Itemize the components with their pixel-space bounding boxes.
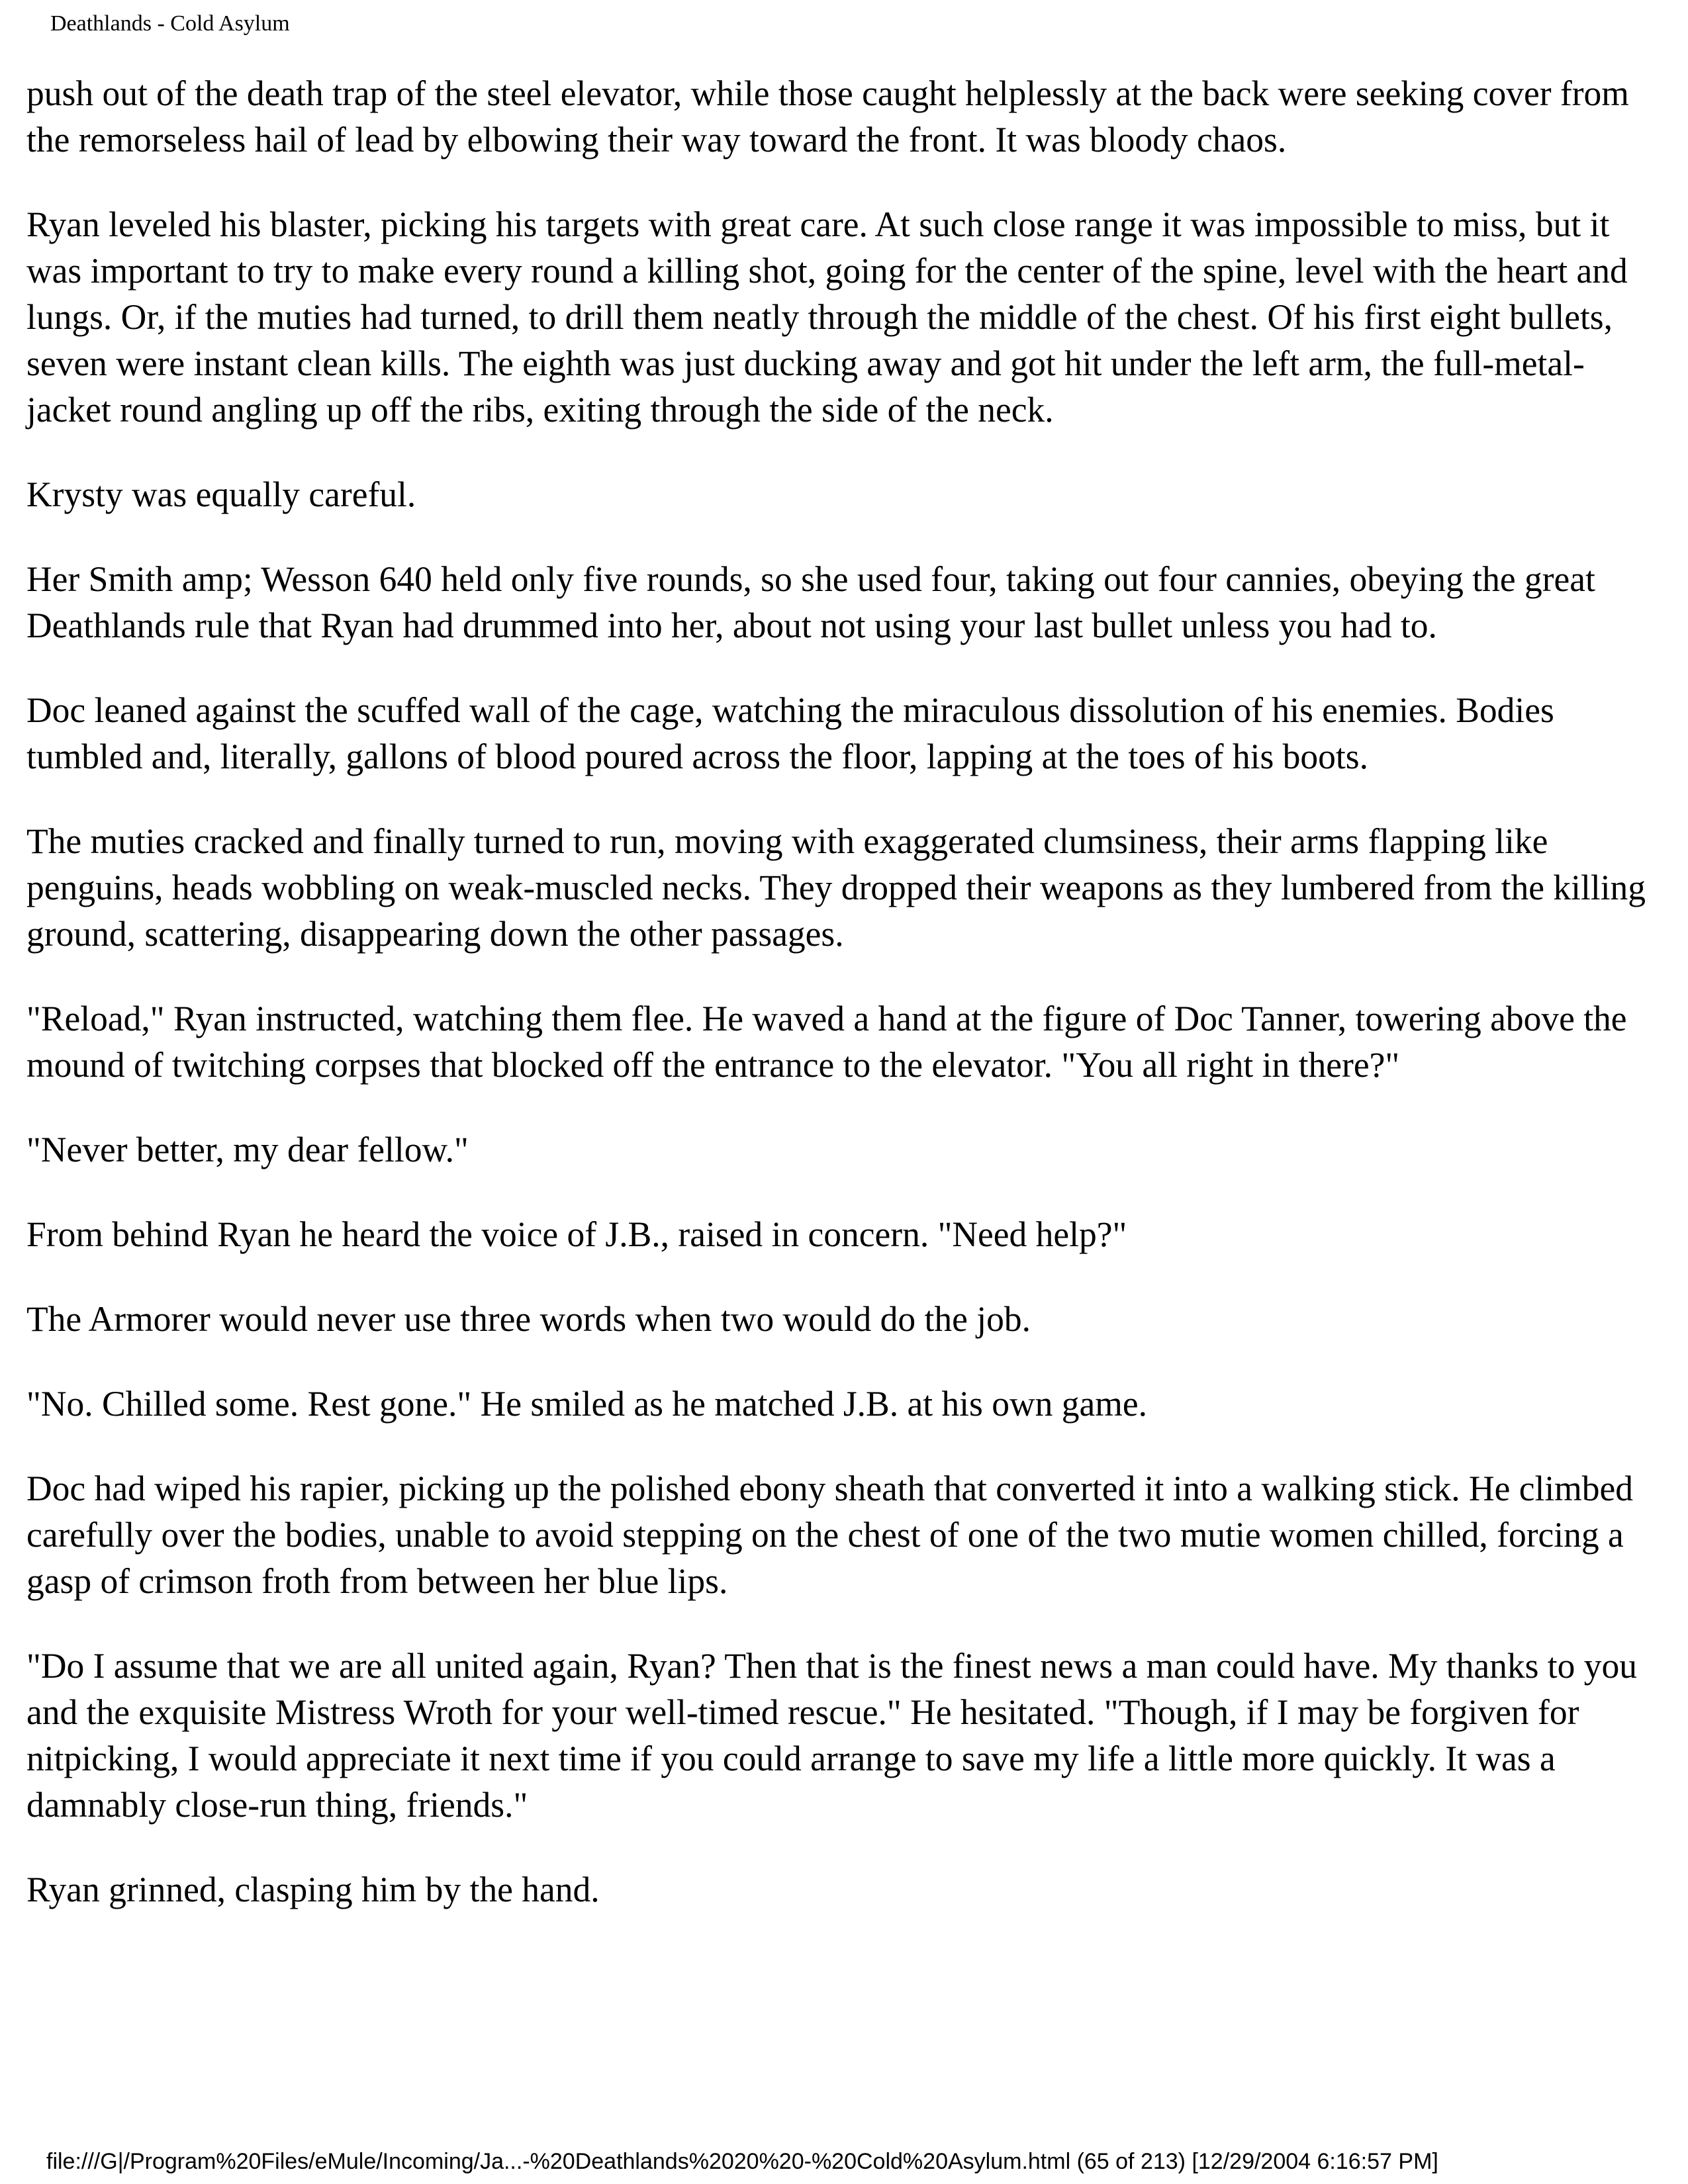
paragraph: Doc leaned against the scuffed wall of the cage, watching the miraculous dissolution of his enemies. Bodies tumbled and, literally, gallons of blood poured across the floor, lapping at the toes of his boots.: [26, 690, 1554, 776]
paragraph: "Reload," Ryan instructed, watching them flee. He waved a hand at the figure of Doc Tanner, towering above the mound of twitching corpses that blocked off the entrance to the elevator. "You all right in there?": [26, 999, 1627, 1085]
paragraph: push out of the death trap of the steel elevator, while those caught helplessly at the back were seeking cover from the remorseless hail of lead by elbowing their way toward the front. It was bloody chaos.: [26, 73, 1629, 159]
page-header-title: Deathlands - Cold Asylum: [50, 11, 290, 36]
paragraph: "Do I assume that we are all united again, Ryan? Then that is the finest news a man could have. My thanks to you and the exquisite Mistress Wroth for your well-timed rescue." He hesitated. "Though, if I may be forgiven for nitpicking, I would appreciate it next time if you could arrange to save my life a little more quickly. It was a damnably close-run thing, friends.": [26, 1646, 1638, 1825]
paragraph: Ryan leveled his blaster, picking his targets with great care. At such close range it was impossible to miss, but it was important to try to make every round a killing shot, going for the center of the spine, level with the heart and lungs. Or, if the muties had turned, to drill them neatly through the middle of the chest. Of his first eight bullets, seven were instant clean kills. The eighth was just ducking away and got hit under the left arm, the full-metal-jacket round angling up off the ribs, exiting through the side of the neck.: [26, 205, 1628, 430]
page-footer-url: file:///G|/Program%20Files/eMule/Incoming/Ja...-%20Deathlands%2020%20-%20Cold%20Asylum.html (65 of 213) [12/29/2004 6:16:57 PM]: [46, 2149, 1438, 2174]
document-body: [26, 70, 1668, 1951]
paragraph: Krysty was equally careful.: [26, 475, 416, 514]
paragraph: From behind Ryan he heard the voice of J.B., raised in concern. "Need help?": [26, 1214, 1127, 1254]
paragraph: Ryan grinned, clasping him by the hand.: [26, 1870, 600, 1909]
paragraph: Doc had wiped his rapier, picking up the polished ebony sheath that converted it into a walking stick. He climbed carefully over the bodies, unable to avoid stepping on the chest of one of the two mutie women chilled, forcing a gasp of crimson froth from between her blue lips.: [26, 1469, 1634, 1601]
paragraph: "Never better, my dear fellow.": [26, 1130, 469, 1169]
paragraph: The muties cracked and finally turned to run, moving with exaggerated clumsiness, their arms flapping like penguins, heads wobbling on weak-muscled necks. They dropped their weapons as they lumbered from the killing ground, scattering, disappearing down the other passages.: [26, 821, 1646, 954]
paragraph: The Armorer would never use three words when two would do the job.: [26, 1299, 1031, 1339]
paragraph: Her Smith amp; Wesson 640 held only five rounds, so she used four, taking out four cannies, obeying the great Deathlands rule that Ryan had drummed into her, about not using your last bullet unless you had to.: [26, 559, 1595, 645]
paragraph: "No. Chilled some. Rest gone." He smiled as he matched J.B. at his own game.: [26, 1384, 1147, 1424]
